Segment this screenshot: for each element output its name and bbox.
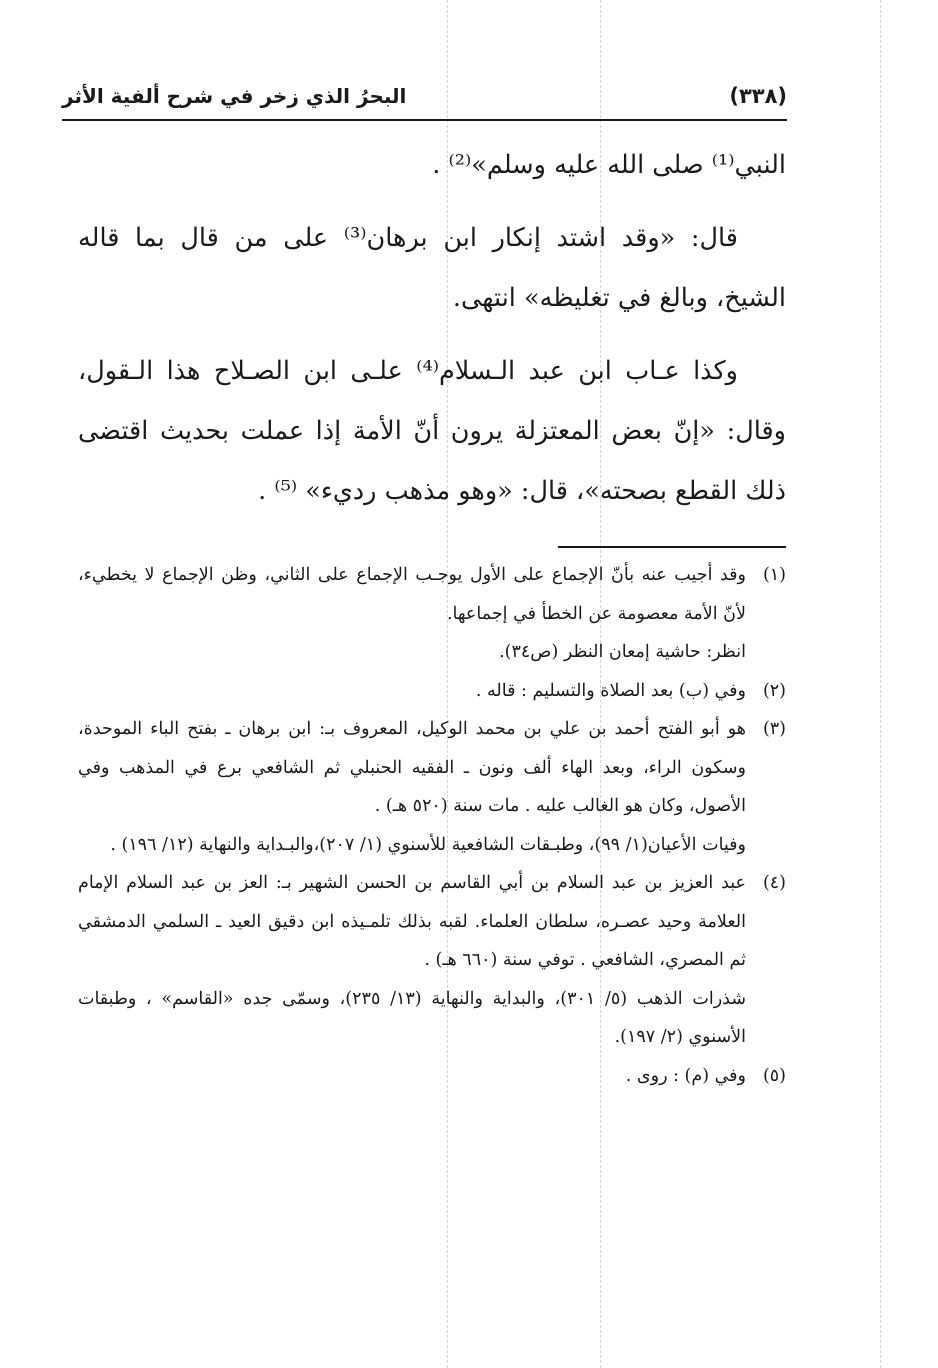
footnote-separator (558, 546, 786, 548)
footnote (78, 556, 786, 672)
main-text (78, 135, 786, 534)
footnote (78, 672, 786, 711)
header-rule (62, 119, 787, 121)
book-title: البحرُ الذي زخر في شرح ألفية الأثر (62, 84, 407, 108)
footnote (78, 1057, 786, 1096)
footnote-reference: انظر: حاشية إمعان النظر (ص٣٤). (499, 642, 746, 662)
footnote-number: (١) (762, 565, 786, 585)
footnote-text: عبد العزيز بن عبد السلام بن أبي القاسم بن الحسن الشهير بـ: العز بن عبد السلام الإمام العلامة وحيد عصـره، سلطان العلماء. لقبه بذلك تلمـيذه ابن دقيق العيد ـ السلمي الدمشقي ثم المصري، الشافعي . توفي سنة (٦٦٠ هـ) . (78, 873, 746, 970)
scan-artifact (880, 0, 881, 1368)
body-paragraph: النبي⁽¹⁾ صلى الله عليه وسلم»⁽²⁾ . (432, 150, 786, 180)
body-paragraph: قال: «وقد اشتد إنكار ابن برهان⁽³⁾ على من قال بما قاله الشيخ، وبالغ في تغليظه» انتهى. (78, 223, 786, 313)
page-header (62, 80, 787, 120)
footnote (78, 710, 786, 864)
footnote-text: وفي (ب) بعد الصلاة والتسليم : قاله . (475, 680, 746, 701)
footnote-text: وقد أجيب عنه بأنّ الإجماع على الأول يوجـب الإجماع على الثاني، وظن الإجماع لا يخطيء، لأنّ الأمة معصومة عن الخطأ في إجماعها. (78, 565, 746, 624)
body-paragraph: وكذا عـاب ابن عبد الـسلام⁽⁴⁾ علـى ابن الصـلاح هذا الـقول، وقال: «إنّ بعض المعتزلة يرون أنّ الأمة إذا عملت بحديث اقتضى ذلك القطع بصحته»، قال: «وهو مذهب رديء» ⁽⁵⁾ . (78, 356, 786, 506)
footnote-text: وفي (م) : روى . (625, 1065, 746, 1086)
footnote (78, 864, 786, 1057)
footnote-text: هو أبو الفتح أحمد بن علي بن محمد الوكيل، المعروف بـ: ابن برهان ـ بفتح الباء الموحدة، وسكون الراء، وبعد الهاء ألف ونون ـ الفقيه الحنبلي ثم الشافعي برع في المذهب وفي الأصول، وكان هو الغالب عليه . مات سنة (٥٢٠ هـ) . (78, 719, 746, 816)
page-number: (٣٣٨) (729, 84, 787, 108)
footnotes (78, 556, 786, 1095)
footnote-number: (٥) (762, 1065, 786, 1086)
footnote-number: (٢) (762, 680, 786, 701)
footnote-reference: شذرات الذهب (٥/ ٣٠١)، والبداية والنهاية (١٣/ ٢٣٥)، وسمّى جده «القاسم» ، وطبقات الأسنوي (٢/ ١٩٧). (78, 988, 746, 1047)
footnote-reference: وفيات الأعيان(١/ ٩٩)، وطبـقات الشافعية للأسنوي (١/ ٢٠٧)،والبـداية والنهاية (١٢/ ١٩٦) . (110, 834, 746, 855)
footnote-number: (٣) (762, 719, 786, 739)
footnote-number: (٤) (762, 873, 786, 893)
